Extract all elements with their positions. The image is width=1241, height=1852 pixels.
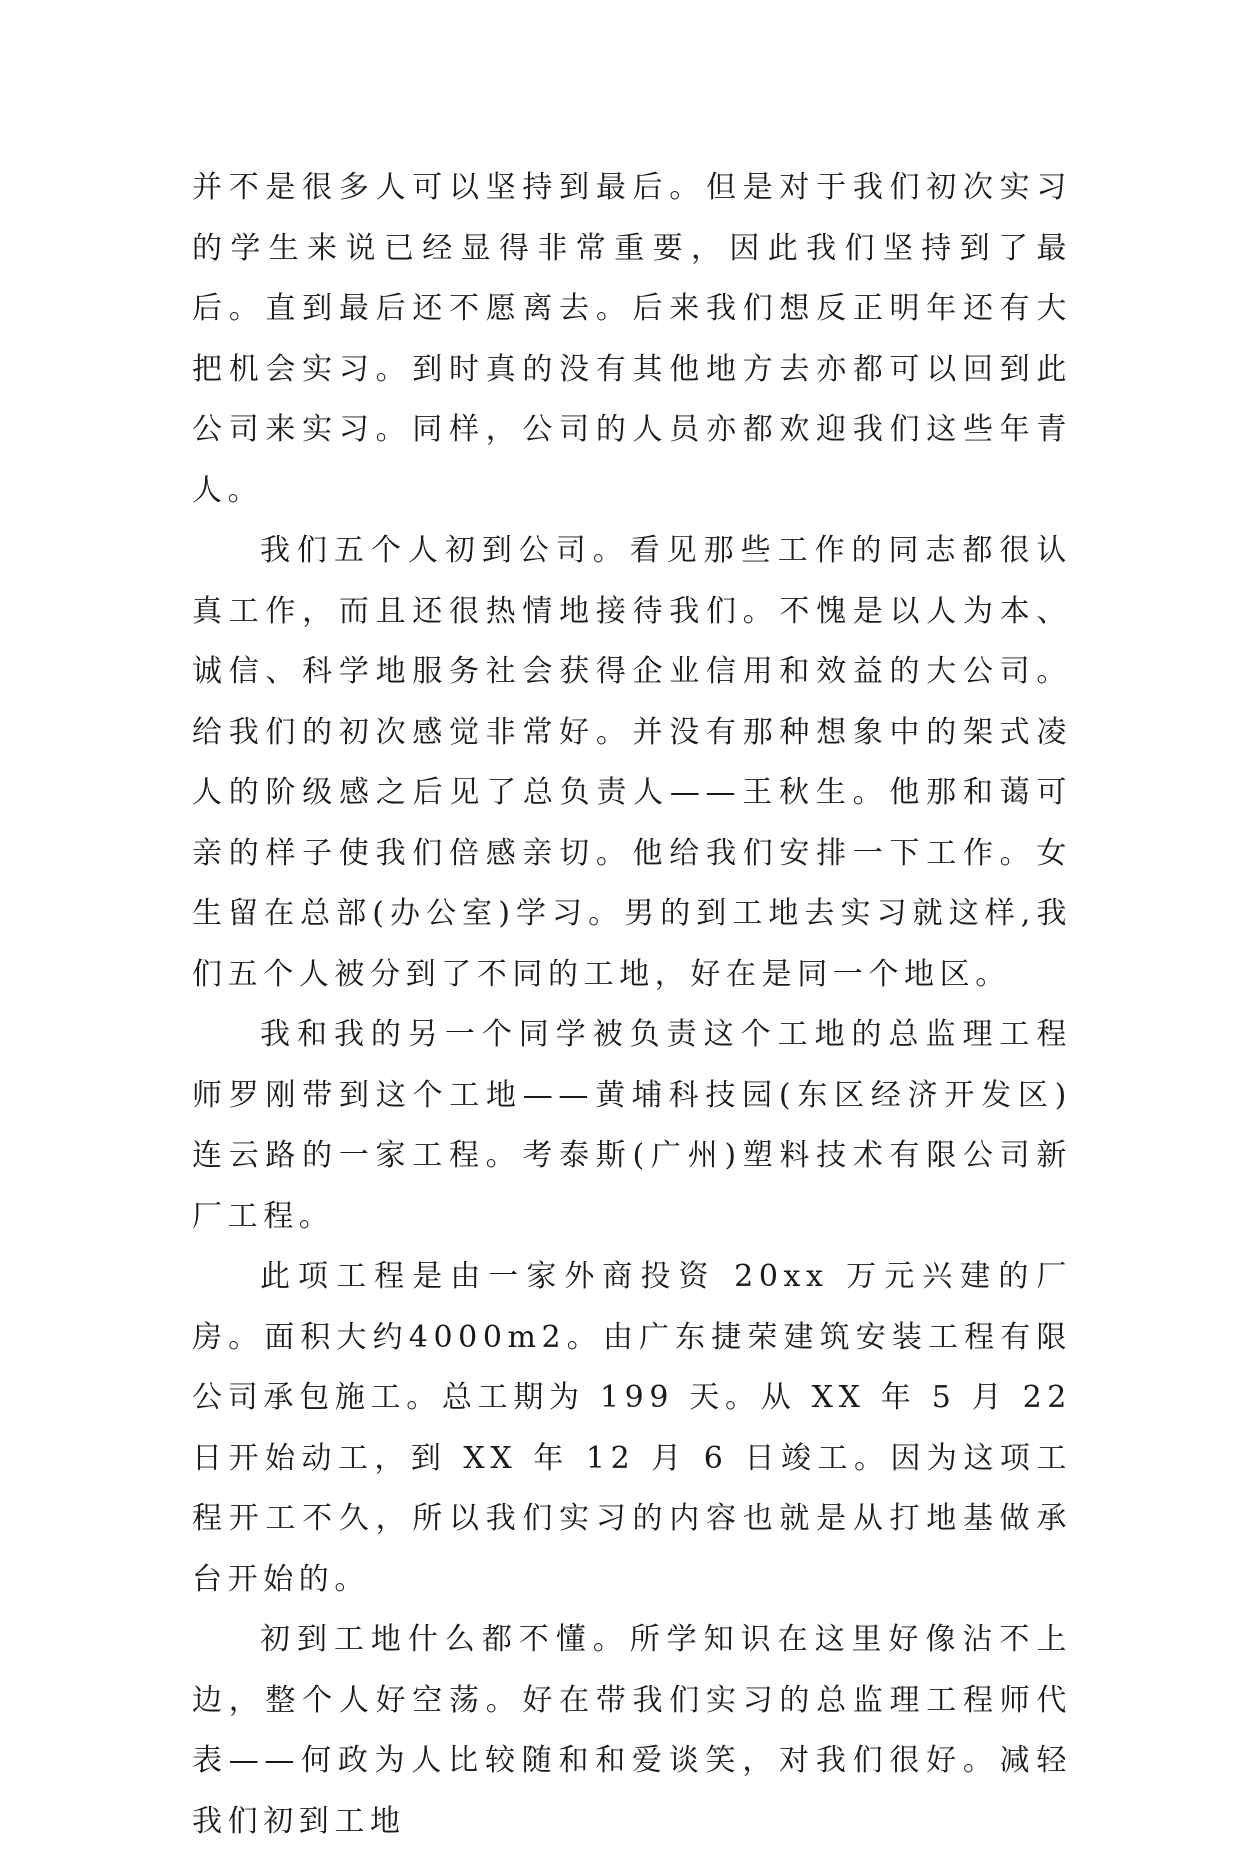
paragraph-5: 初到工地什么都不懂。所学知识在这里好像沾不上边，整个人好空荡。好在带我们实习的总监理工程师代表——何政为人比较随和和爱谈笑，对我们很好。减轻我们初到工地	[192, 1622, 1072, 1839]
paragraph-2: 我们五个人初到公司。看见那些工作的同志都很认真工作，而且还很热情地接待我们。不愧是以人为本、诚信、科学地服务社会获得企业信用和效益的大公司。给我们的初次感觉非常好。并没有那种想象中的架式凌人的阶级感之后见了总负责人——王秋生。他那和蔼可亲的样子使我们倍感亲切。他给我们安排一下工作。女生留在总部(办公室)学习。男的到工地去实习就这样,我们五个人被分到了不同的工地，好在是同一个地区。	[192, 533, 1072, 992]
paragraph-4: 此项工程是由一家外商投资 20xx 万元兴建的厂房。面积大约4000m2。由广东捷荣建筑安装工程有限公司承包施工。总工期为 199 天。从 XX 年 5 月 22 日开始动工，到 XX 年 12 月 6 日竣工。因为这项工程开工不久，所以我们实习的内容也就是从打地基做承台开始的。	[192, 1259, 1072, 1597]
document-body	[192, 158, 1072, 1852]
paragraph-3: 我和我的另一个同学被负责这个工地的总监理工程师罗刚带到这个工地——黄埔科技园(东区经济开发区)连云路的一家工程。考泰斯(广州)塑料技术有限公司新厂工程。	[192, 1017, 1072, 1234]
paragraph-1: 并不是很多人可以坚持到最后。但是对于我们初次实习的学生来说已经显得非常重要，因此我们坚持到了最后。直到最后还不愿离去。后来我们想反正明年还有大把机会实习。到时真的没有其他地方去亦都可以回到此公司来实习。同样，公司的人员亦都欢迎我们这些年青人。	[192, 170, 1072, 508]
